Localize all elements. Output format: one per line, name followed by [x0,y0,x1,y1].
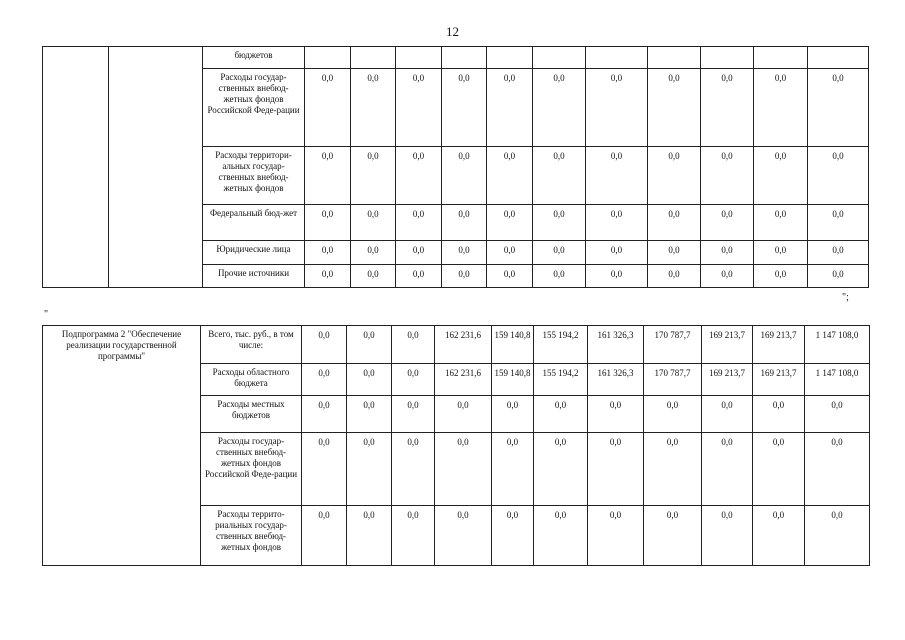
value-cell: 1 147 108,0 [805,364,870,396]
value-cell: 0,0 [396,69,442,147]
value-cell: 0,0 [351,69,396,147]
value-cell: 0,0 [808,241,869,265]
value-cell: 0,0 [351,241,396,265]
value-cell [808,47,869,69]
value-cell: 0,0 [754,265,808,288]
value-cell: 0,0 [754,241,808,265]
value-cell: 0,0 [302,506,347,566]
value-cell: 159 140,8 [492,364,534,396]
value-cell: 0,0 [588,396,644,433]
value-cell: 0,0 [442,265,487,288]
value-cell: 0,0 [648,147,701,205]
value-cell: 0,0 [754,147,808,205]
value-cell: 0,0 [492,396,534,433]
value-cell: 0,0 [302,364,347,396]
value-cell: 0,0 [701,241,754,265]
value-cell [442,47,487,69]
value-cell: 0,0 [753,506,805,566]
value-cell: 0,0 [701,69,754,147]
value-cell [648,47,701,69]
funding-source-label: Расходы областного бюджета [201,364,302,396]
funding-source-label: Всего, тыс. руб., в том числе: [201,326,302,364]
funding-table-continued [42,46,869,288]
table-row [43,47,869,69]
value-cell: 0,0 [487,265,533,288]
value-cell: 0,0 [702,433,753,506]
value-cell: 0,0 [533,147,586,205]
value-cell: 0,0 [754,205,808,241]
value-cell: 0,0 [302,433,347,506]
value-cell: 0,0 [701,265,754,288]
value-cell: 0,0 [396,205,442,241]
value-cell: 0,0 [442,69,487,147]
value-cell: 0,0 [351,205,396,241]
value-cell: 0,0 [534,396,588,433]
value-cell: 0,0 [442,205,487,241]
value-cell: 0,0 [644,433,702,506]
value-cell: 162 231,6 [435,326,492,364]
value-cell: 0,0 [302,326,347,364]
value-cell: 0,0 [586,69,648,147]
value-cell: 0,0 [534,506,588,566]
funding-source-label: Расходы местных бюджетов [201,396,302,433]
value-cell: 0,0 [701,205,754,241]
value-cell: 0,0 [533,241,586,265]
value-cell [533,47,586,69]
value-cell: 0,0 [753,433,805,506]
value-cell [487,47,533,69]
value-cell: 0,0 [487,69,533,147]
value-cell: 0,0 [586,147,648,205]
funding-source-label: бюджетов [203,47,305,69]
value-cell: 170 787,7 [644,326,702,364]
value-cell: 0,0 [702,506,753,566]
value-cell: 0,0 [347,326,392,364]
program-name-cell: Подпрограмма 2 "Обеспечение реализации государственной программы" [43,326,201,566]
value-cell: 0,0 [644,506,702,566]
value-cell: 0,0 [586,265,648,288]
value-cell: 0,0 [305,147,351,205]
value-cell: 0,0 [753,396,805,433]
value-cell: 0,0 [533,205,586,241]
value-cell [754,47,808,69]
value-cell: 1 147 108,0 [805,326,870,364]
funding-source-label: Федеральный бюд-жет [203,205,305,241]
value-cell: 0,0 [648,241,701,265]
value-cell: 0,0 [392,326,435,364]
value-cell: 0,0 [701,147,754,205]
value-cell: 0,0 [347,396,392,433]
value-cell: 0,0 [808,69,869,147]
opening-quote: " [44,309,49,320]
value-cell [305,47,351,69]
value-cell: 170 787,7 [644,364,702,396]
value-cell: 0,0 [805,506,870,566]
value-cell: 155 194,2 [534,326,588,364]
closing-quote: "; [842,292,849,303]
value-cell: 0,0 [648,205,701,241]
value-cell: 0,0 [442,241,487,265]
value-cell: 0,0 [533,265,586,288]
value-cell: 0,0 [534,433,588,506]
value-cell: 0,0 [533,69,586,147]
value-cell: 0,0 [347,364,392,396]
value-cell: 0,0 [492,506,534,566]
value-cell: 169 213,7 [753,326,805,364]
value-cell: 0,0 [808,147,869,205]
value-cell: 0,0 [435,396,492,433]
value-cell: 0,0 [442,147,487,205]
value-cell: 0,0 [351,265,396,288]
table-row [43,326,870,364]
value-cell: 161 326,3 [588,364,644,396]
value-cell: 0,0 [347,506,392,566]
value-cell [586,47,648,69]
funding-source-label: Юридические лица [203,241,305,265]
value-cell: 0,0 [588,433,644,506]
value-cell: 169 213,7 [702,364,753,396]
funding-source-label: Прочие источники [203,265,305,288]
funding-source-label: Расходы территори-альных государ-ственных внебюд-жетных фондов [203,147,305,205]
value-cell: 0,0 [392,506,435,566]
program-cell-empty [43,47,109,288]
value-cell: 162 231,6 [435,364,492,396]
value-cell: 0,0 [396,147,442,205]
value-cell: 0,0 [392,364,435,396]
value-cell: 0,0 [648,69,701,147]
value-cell: 159 140,8 [492,326,534,364]
value-cell: 0,0 [702,396,753,433]
value-cell: 0,0 [305,241,351,265]
funding-source-label: Расходы террито-риальных государ-ственных внебюд-жетных фондов [201,506,302,566]
value-cell: 161 326,3 [588,326,644,364]
page-number: 12 [446,24,459,39]
value-cell: 0,0 [805,396,870,433]
value-cell [351,47,396,69]
value-cell: 155 194,2 [534,364,588,396]
value-cell [396,47,442,69]
value-cell: 0,0 [492,433,534,506]
value-cell: 0,0 [305,265,351,288]
value-cell: 0,0 [396,265,442,288]
subprogram-2-table [42,325,870,566]
value-cell: 0,0 [754,69,808,147]
value-cell: 0,0 [347,433,392,506]
value-cell: 0,0 [305,205,351,241]
value-cell: 0,0 [808,265,869,288]
value-cell: 0,0 [487,147,533,205]
value-cell: 0,0 [588,506,644,566]
value-cell: 0,0 [648,265,701,288]
value-cell [701,47,754,69]
value-cell: 0,0 [302,396,347,433]
value-cell: 0,0 [586,205,648,241]
funding-source-label: Расходы государ-ственных внебюд-жетных фондов Российской Феде-рации [201,433,302,506]
value-cell: 0,0 [435,433,492,506]
value-cell: 0,0 [586,241,648,265]
value-cell: 169 213,7 [702,326,753,364]
value-cell: 0,0 [487,241,533,265]
value-cell: 0,0 [487,205,533,241]
value-cell: 169 213,7 [753,364,805,396]
value-cell: 0,0 [396,241,442,265]
value-cell: 0,0 [392,433,435,506]
executor-cell-empty [109,47,203,288]
value-cell: 0,0 [435,506,492,566]
value-cell: 0,0 [305,69,351,147]
value-cell: 0,0 [808,205,869,241]
value-cell: 0,0 [351,147,396,205]
value-cell: 0,0 [392,396,435,433]
funding-source-label: Расходы государ-ственных внебюд-жетных фондов Российской Феде-рации [203,69,305,147]
value-cell: 0,0 [644,396,702,433]
value-cell: 0,0 [805,433,870,506]
